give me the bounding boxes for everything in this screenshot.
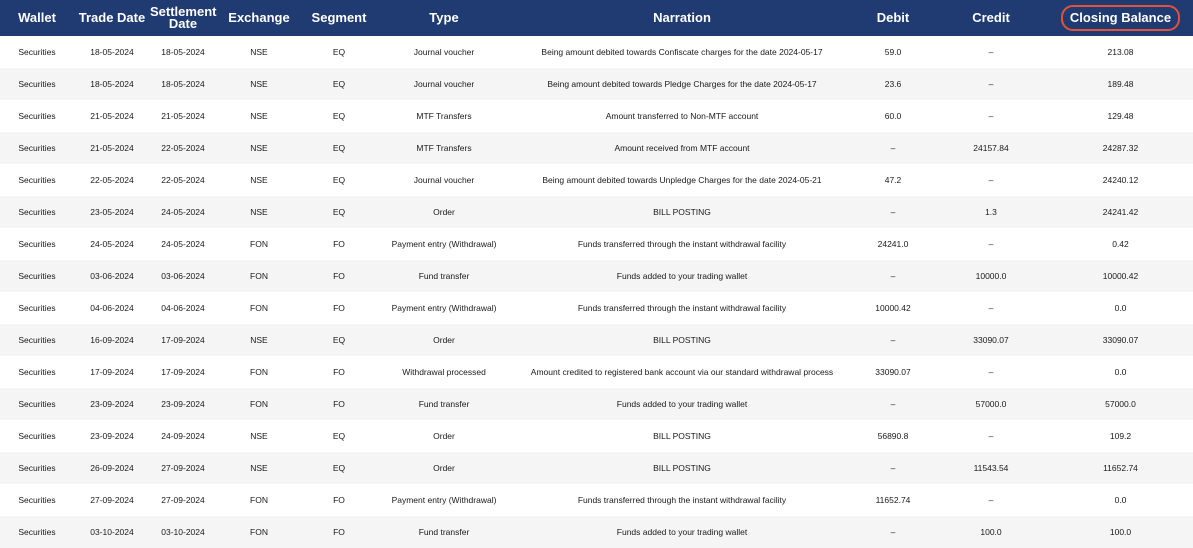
cell-narration: Funds added to your trading wallet (616, 271, 748, 281)
cell-wallet: Securities (18, 79, 56, 89)
cell-narration: Funds added to your trading wallet (616, 527, 748, 537)
table-row (0, 36, 1193, 68)
cell-settlement-date: 17-09-2024 (161, 335, 205, 345)
cell-wallet: Securities (18, 47, 56, 57)
cell-narration: BILL POSTING (653, 207, 711, 217)
table-row (0, 292, 1193, 324)
cell-trade-date: 18-05-2024 (90, 79, 134, 89)
cell-trade-date: 03-10-2024 (90, 527, 134, 537)
table-row (0, 484, 1193, 516)
cell-closing-balance: 24241.42 (1102, 207, 1139, 217)
cell-debit: 33090.07 (875, 367, 911, 377)
cell-credit: – (988, 495, 994, 505)
cell-type: Payment entry (Withdrawal) (391, 239, 497, 249)
cell-type: Order (433, 335, 455, 345)
cell-segment: FO (333, 271, 345, 281)
cell-closing-balance: 109.2 (1109, 431, 1132, 441)
cell-trade-date: 04-06-2024 (90, 303, 134, 313)
header-credit: Credit (972, 10, 1010, 25)
table-row (0, 228, 1193, 260)
table-row (0, 260, 1193, 292)
cell-debit: – (890, 463, 896, 473)
cell-type: Fund transfer (418, 271, 470, 281)
cell-closing-balance: 189.48 (1107, 79, 1134, 89)
cell-type: Order (433, 463, 455, 473)
cell-narration: Amount received from MTF account (614, 143, 750, 153)
cell-segment: FO (333, 399, 345, 409)
cell-type: Fund transfer (418, 399, 470, 409)
cell-exchange: FON (250, 271, 268, 281)
cell-closing-balance: 24240.12 (1102, 175, 1139, 185)
cell-trade-date: 23-09-2024 (90, 431, 134, 441)
cell-wallet: Securities (18, 143, 56, 153)
cell-type: Journal voucher (413, 175, 475, 185)
cell-exchange: NSE (250, 335, 268, 345)
cell-debit: – (890, 527, 896, 537)
cell-wallet: Securities (18, 271, 56, 281)
cell-narration: BILL POSTING (653, 463, 711, 473)
cell-trade-date: 18-05-2024 (90, 47, 134, 57)
cell-credit: 57000.0 (975, 399, 1007, 409)
header-trade-date: Trade Date (78, 10, 146, 25)
cell-narration: Amount transferred to Non-MTF account (605, 111, 759, 121)
cell-settlement-date: 23-09-2024 (161, 399, 205, 409)
cell-trade-date: 17-09-2024 (90, 367, 134, 377)
header-wallet: Wallet (18, 10, 56, 25)
cell-trade-date: 03-06-2024 (90, 271, 134, 281)
cell-segment: FO (333, 527, 345, 537)
cell-trade-date: 22-05-2024 (90, 175, 134, 185)
cell-narration: Being amount debited towards Unpledge Charges for the date 2024-05-21 (542, 175, 822, 185)
cell-trade-date: 21-05-2024 (90, 111, 134, 121)
cell-type: MTF Transfers (416, 111, 472, 121)
cell-closing-balance: 24287.32 (1102, 143, 1139, 153)
cell-closing-balance: 33090.07 (1102, 335, 1139, 345)
cell-type: Withdrawal processed (402, 367, 486, 377)
cell-settlement-date: 03-06-2024 (161, 271, 205, 281)
cell-wallet: Securities (18, 399, 56, 409)
cell-trade-date: 23-09-2024 (90, 399, 134, 409)
cell-segment: EQ (332, 207, 346, 217)
cell-debit: – (890, 399, 896, 409)
cell-closing-balance: 213.08 (1107, 47, 1134, 57)
cell-debit: – (890, 335, 896, 345)
cell-exchange: FON (250, 399, 268, 409)
cell-exchange: NSE (250, 47, 268, 57)
cell-narration: Funds transferred through the instant withdrawal facility (577, 303, 787, 313)
cell-credit: 10000.0 (975, 271, 1007, 281)
cell-debit: 11652.74 (875, 495, 911, 505)
cell-exchange: FON (250, 527, 268, 537)
table-row (0, 388, 1193, 420)
cell-credit: – (988, 111, 994, 121)
cell-narration: Amount credited to registered bank account via our standard withdrawal process (530, 367, 834, 377)
cell-closing-balance: 10000.42 (1102, 271, 1139, 281)
table-row (0, 356, 1193, 388)
cell-exchange: NSE (250, 111, 268, 121)
cell-settlement-date: 22-05-2024 (161, 143, 205, 153)
cell-trade-date: 16-09-2024 (90, 335, 134, 345)
cell-debit: 59.0 (884, 47, 902, 57)
cell-trade-date: 21-05-2024 (90, 143, 134, 153)
header-type: Type (429, 10, 459, 25)
header-exchange: Exchange (228, 10, 290, 25)
cell-credit: 1.3 (985, 207, 997, 217)
cell-exchange: FON (250, 495, 268, 505)
cell-type: Payment entry (Withdrawal) (391, 303, 497, 313)
table-row (0, 68, 1193, 100)
cell-type: Fund transfer (418, 527, 470, 537)
cell-wallet: Securities (18, 367, 56, 377)
cell-credit: 100.0 (980, 527, 1002, 537)
cell-segment: EQ (332, 335, 346, 345)
cell-narration: Funds transferred through the instant withdrawal facility (577, 239, 787, 249)
cell-type: Journal voucher (413, 47, 475, 57)
cell-settlement-date: 24-05-2024 (161, 207, 205, 217)
cell-segment: EQ (332, 111, 346, 121)
cell-exchange: NSE (250, 207, 268, 217)
table-row (0, 164, 1193, 196)
closing-balance-highlight: Closing Balance (1061, 5, 1180, 31)
cell-settlement-date: 24-09-2024 (161, 431, 205, 441)
header-narration: Narration (653, 10, 711, 25)
cell-exchange: FON (250, 239, 268, 249)
cell-closing-balance: 0.0 (1114, 303, 1127, 313)
cell-settlement-date: 03-10-2024 (161, 527, 205, 537)
cell-closing-balance: 100.0 (1109, 527, 1132, 537)
cell-type: MTF Transfers (416, 143, 472, 153)
cell-debit: 47.2 (884, 175, 902, 185)
table-header (0, 0, 1193, 36)
cell-closing-balance: 129.48 (1107, 111, 1134, 121)
cell-narration: Funds added to your trading wallet (616, 399, 748, 409)
table-row (0, 420, 1193, 452)
cell-settlement-date: 04-06-2024 (161, 303, 205, 313)
cell-exchange: NSE (250, 431, 268, 441)
cell-segment: EQ (332, 47, 346, 57)
cell-debit: – (890, 271, 896, 281)
cell-exchange: NSE (250, 79, 268, 89)
table-body (0, 36, 1193, 548)
cell-exchange: NSE (250, 463, 268, 473)
cell-segment: FO (333, 367, 345, 377)
cell-wallet: Securities (18, 495, 56, 505)
cell-segment: FO (333, 239, 345, 249)
cell-wallet: Securities (18, 527, 56, 537)
table-row (0, 516, 1193, 548)
cell-credit: 24157.84 (973, 143, 1009, 153)
cell-segment: EQ (332, 79, 346, 89)
table-row (0, 132, 1193, 164)
cell-segment: EQ (332, 143, 346, 153)
header-settlement-date: Settlement Date (150, 4, 217, 31)
cell-settlement-date: 21-05-2024 (161, 111, 205, 121)
cell-settlement-date: 18-05-2024 (161, 79, 205, 89)
cell-narration: Being amount debited towards Pledge Charges for the date 2024-05-17 (547, 79, 817, 89)
cell-credit: – (988, 175, 994, 185)
cell-type: Journal voucher (413, 79, 475, 89)
cell-settlement-date: 22-05-2024 (161, 175, 205, 185)
cell-segment: FO (333, 495, 345, 505)
header-debit: Debit (876, 10, 910, 25)
cell-settlement-date: 18-05-2024 (161, 47, 205, 57)
cell-debit: – (890, 143, 896, 153)
cell-trade-date: 27-09-2024 (90, 495, 134, 505)
cell-debit: 10000.42 (875, 303, 911, 313)
cell-credit: – (988, 431, 994, 441)
cell-debit: 56890.8 (877, 431, 909, 441)
cell-exchange: FON (250, 367, 268, 377)
cell-type: Payment entry (Withdrawal) (391, 495, 497, 505)
cell-credit: – (988, 303, 994, 313)
cell-wallet: Securities (18, 207, 56, 217)
cell-credit: 33090.07 (973, 335, 1009, 345)
cell-credit: 11543.54 (973, 463, 1009, 473)
cell-settlement-date: 17-09-2024 (161, 367, 205, 377)
cell-type: Order (433, 431, 455, 441)
cell-wallet: Securities (18, 111, 56, 121)
table-row (0, 196, 1193, 228)
header-row (0, 0, 1193, 36)
cell-exchange: NSE (250, 175, 268, 185)
cell-narration: Being amount debited towards Confiscate charges for the date 2024-05-17 (541, 47, 823, 57)
cell-settlement-date: 27-09-2024 (161, 463, 205, 473)
cell-settlement-date: 27-09-2024 (161, 495, 205, 505)
cell-credit: – (988, 79, 994, 89)
cell-trade-date: 26-09-2024 (90, 463, 134, 473)
header-closing-balance (1048, 0, 1193, 36)
cell-credit: – (988, 239, 994, 249)
cell-wallet: Securities (18, 175, 56, 185)
cell-credit: – (988, 367, 994, 377)
cell-segment: FO (333, 303, 345, 313)
cell-trade-date: 23-05-2024 (90, 207, 134, 217)
cell-debit: – (890, 207, 896, 217)
cell-wallet: Securities (18, 431, 56, 441)
table-row (0, 100, 1193, 132)
cell-closing-balance: 0.0 (1114, 367, 1127, 377)
cell-narration: BILL POSTING (653, 431, 711, 441)
header-segment: Segment (311, 10, 367, 25)
cell-type: Order (433, 207, 455, 217)
cell-wallet: Securities (18, 335, 56, 345)
cell-closing-balance: 0.42 (1112, 239, 1129, 249)
cell-closing-balance: 11652.74 (1103, 463, 1138, 473)
cell-wallet: Securities (18, 303, 56, 313)
cell-closing-balance: 57000.0 (1105, 399, 1136, 409)
cell-debit: 23.6 (884, 79, 902, 89)
cell-settlement-date: 24-05-2024 (161, 239, 205, 249)
cell-debit: 60.0 (884, 111, 902, 121)
cell-narration: Funds transferred through the instant withdrawal facility (577, 495, 787, 505)
cell-credit: – (988, 47, 994, 57)
cell-exchange: NSE (250, 143, 268, 153)
cell-narration: BILL POSTING (653, 335, 711, 345)
cell-exchange: FON (250, 303, 268, 313)
table-row (0, 452, 1193, 484)
table-row (0, 324, 1193, 356)
cell-segment: EQ (332, 175, 346, 185)
cell-segment: EQ (332, 463, 346, 473)
cell-trade-date: 24-05-2024 (90, 239, 134, 249)
cell-wallet: Securities (18, 463, 56, 473)
cell-debit: 24241.0 (877, 239, 909, 249)
cell-segment: EQ (332, 431, 346, 441)
cell-closing-balance: 0.0 (1114, 495, 1127, 505)
cell-wallet: Securities (18, 239, 56, 249)
